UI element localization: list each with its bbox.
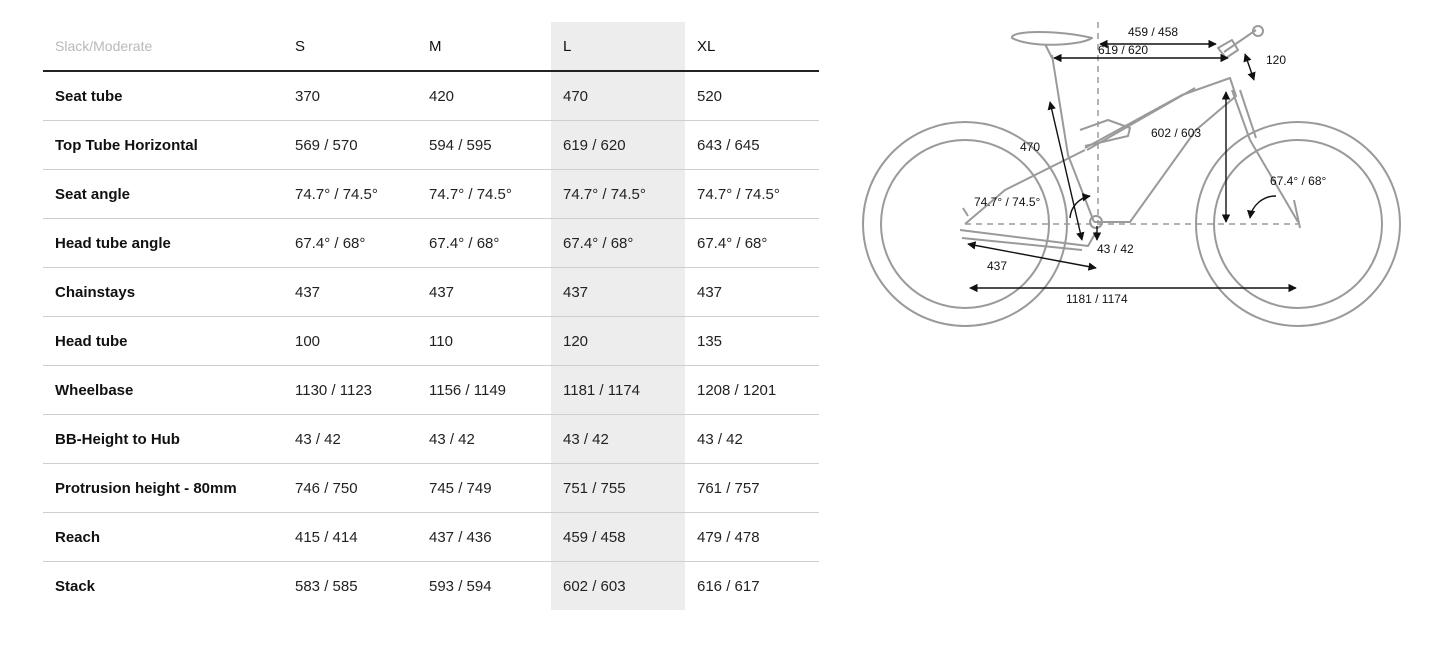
table-row bbox=[43, 562, 819, 611]
cell-value: 43 / 42 bbox=[551, 415, 685, 464]
cell-value: 74.7° / 74.5° bbox=[685, 170, 819, 219]
cell-value: 74.7° / 74.5° bbox=[551, 170, 685, 219]
cell-value: 120 bbox=[551, 317, 685, 366]
size-header-xl: XL bbox=[685, 22, 819, 71]
cell-value: 1208 / 1201 bbox=[685, 366, 819, 415]
seat-angle-label: 74.7° / 74.5° bbox=[974, 195, 1041, 209]
seat-tube-label: 470 bbox=[1020, 140, 1041, 154]
cell-value: 479 / 478 bbox=[685, 513, 819, 562]
cell-value: 745 / 749 bbox=[417, 464, 551, 513]
cell-value: 520 bbox=[685, 71, 819, 121]
cell-value: 619 / 620 bbox=[551, 121, 685, 170]
cell-value: 616 / 617 bbox=[697, 577, 760, 595]
row-label: Chainstays bbox=[43, 268, 283, 317]
size-header-s: S bbox=[283, 22, 417, 71]
cell-value: 43 / 42 bbox=[685, 415, 819, 464]
cell-value: 437 bbox=[417, 268, 551, 317]
cell-value: 43 / 42 bbox=[417, 415, 551, 464]
cell-value: 459 / 458 bbox=[551, 513, 685, 562]
cell-value: 67.4° / 68° bbox=[685, 219, 819, 268]
cell-value: 751 / 755 bbox=[551, 464, 685, 513]
cell-value: 746 / 750 bbox=[283, 464, 417, 513]
cell-value: 643 / 645 bbox=[685, 121, 819, 170]
geometry-setting-label: Slack/Moderate bbox=[43, 22, 283, 71]
row-label: Head tube angle bbox=[43, 219, 283, 268]
top-tube-label: 619 / 620 bbox=[1098, 43, 1149, 57]
cell-value: 67.4° / 68° bbox=[417, 219, 551, 268]
cell-value: 602 / 603 bbox=[563, 577, 626, 595]
cell-value: 437 bbox=[685, 268, 819, 317]
table-header-row bbox=[43, 22, 819, 71]
bb-drop-label: 43 / 42 bbox=[1097, 242, 1134, 256]
cell-value: 1181 / 1174 bbox=[551, 366, 685, 415]
table-row bbox=[43, 71, 819, 121]
cell-value: 437 bbox=[551, 268, 685, 317]
row-label: Top Tube Horizontal bbox=[43, 121, 283, 170]
bike-frame bbox=[960, 26, 1300, 250]
cell-value: 420 bbox=[417, 71, 551, 121]
cell-value: 594 / 595 bbox=[417, 121, 551, 170]
row-label: BB-Height to Hub bbox=[43, 415, 283, 464]
table-row bbox=[43, 170, 819, 219]
table-row bbox=[43, 121, 819, 170]
table-row bbox=[43, 268, 819, 317]
cell-value: 74.7° / 74.5° bbox=[417, 170, 551, 219]
bike-geometry-diagram bbox=[858, 15, 1408, 335]
cell-value: 593 / 594 bbox=[429, 577, 492, 595]
table-row bbox=[43, 464, 819, 513]
cell-value: 74.7° / 74.5° bbox=[283, 170, 417, 219]
cell-value: 569 / 570 bbox=[283, 121, 417, 170]
table-row bbox=[43, 513, 819, 562]
cell-value: 437 / 436 bbox=[417, 513, 551, 562]
cell-value: 135 bbox=[685, 317, 819, 366]
table-row bbox=[43, 366, 819, 415]
cell-value: 583 / 585 bbox=[295, 577, 358, 595]
row-label: Reach bbox=[43, 513, 283, 562]
cell-value: 67.4° / 68° bbox=[551, 219, 685, 268]
row-label: Stack bbox=[55, 577, 96, 595]
cell-value: 370 bbox=[283, 71, 417, 121]
size-header-l: L bbox=[551, 22, 685, 71]
cell-value: 43 / 42 bbox=[283, 415, 417, 464]
chainstay-label: 437 bbox=[987, 259, 1008, 273]
cell-value: 415 / 414 bbox=[283, 513, 417, 562]
cell-value: 437 bbox=[283, 268, 417, 317]
table-row bbox=[43, 317, 819, 366]
cell-value: 1130 / 1123 bbox=[283, 366, 417, 415]
geometry-table bbox=[43, 22, 819, 610]
table-row bbox=[43, 415, 819, 464]
table-row bbox=[43, 219, 819, 268]
stack-label: 602 / 603 bbox=[1151, 126, 1202, 140]
row-label: Wheelbase bbox=[43, 366, 283, 415]
head-tube-label: 120 bbox=[1266, 53, 1287, 67]
wheelbase-label: 1181 / 1174 bbox=[1066, 292, 1128, 306]
cell-value: 761 / 757 bbox=[685, 464, 819, 513]
reach-label: 459 / 458 bbox=[1128, 25, 1179, 39]
row-label: Seat tube bbox=[43, 71, 283, 121]
row-label: Protrusion height - 80mm bbox=[43, 464, 283, 513]
row-label: Seat angle bbox=[43, 170, 283, 219]
cell-value: 110 bbox=[417, 317, 551, 366]
cell-value: 67.4° / 68° bbox=[283, 219, 417, 268]
size-header-m: M bbox=[417, 22, 551, 71]
cell-value: 100 bbox=[283, 317, 417, 366]
cell-value: 1156 / 1149 bbox=[417, 366, 551, 415]
geometry-table-wrap bbox=[43, 22, 819, 610]
head-angle-label: 67.4° / 68° bbox=[1270, 174, 1327, 188]
cell-value: 470 bbox=[551, 71, 685, 121]
row-label: Head tube bbox=[43, 317, 283, 366]
